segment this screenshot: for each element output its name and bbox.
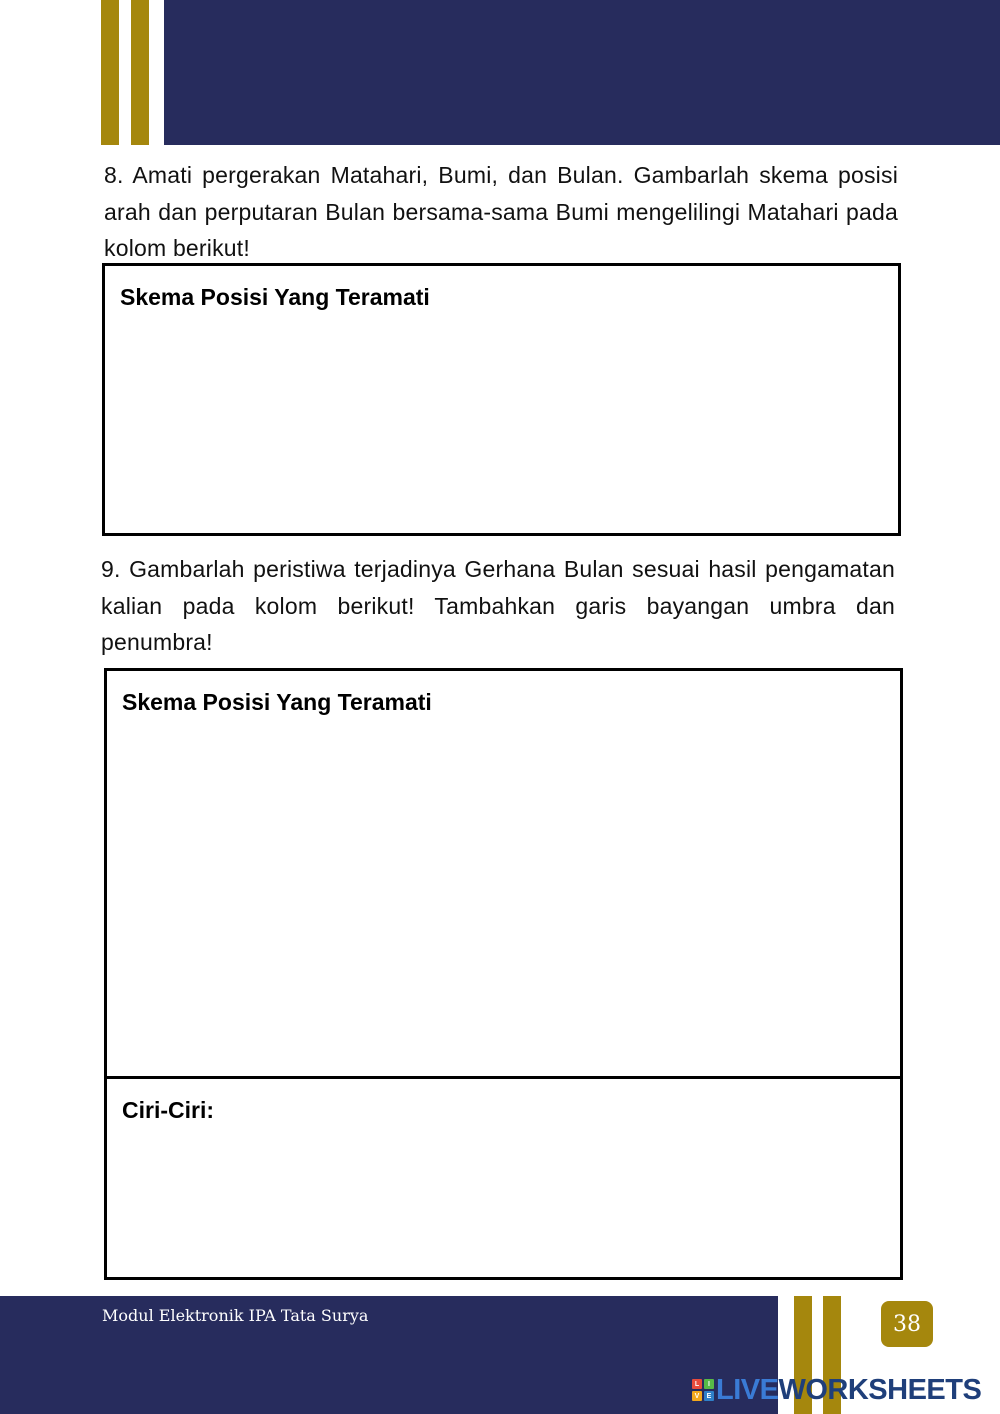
watermark-text-prefix: LIVE: [716, 1373, 779, 1406]
logo-cell: L: [692, 1379, 702, 1389]
question-8-box-title: Skema Posisi Yang Teramati: [120, 284, 430, 310]
header-band: [164, 0, 1000, 145]
logo-cell: V: [692, 1391, 702, 1401]
question-9-answer-box[interactable]: [104, 668, 903, 1280]
header-gold-stripe-right: [131, 0, 149, 145]
box-divider: [107, 1076, 900, 1079]
question-8-answer-box[interactable]: [102, 263, 901, 536]
question-9-box-title: Skema Posisi Yang Teramati: [122, 689, 432, 715]
logo-cell: I: [704, 1379, 714, 1389]
liveworksheets-logo-icon: [692, 1379, 714, 1401]
question-8-text: 8. Amati pergerakan Matahari, Bumi, dan Bulan. Gambarlah skema posisi arah dan perputaran Bulan bersama-sama Bumi mengelilingi Matahari pada kolom berikut!: [104, 162, 898, 261]
module-title: Modul Elektronik IPA Tata Surya: [102, 1306, 369, 1325]
header-gold-stripe-left: [101, 0, 119, 145]
watermark-text-suffix: WORKSHEETS: [778, 1373, 982, 1406]
liveworksheets-logo: [692, 1372, 981, 1408]
page-number-badge: 38: [881, 1301, 933, 1347]
logo-cell: E: [704, 1391, 714, 1401]
ciri-ciri-title: Ciri-Ciri:: [122, 1097, 214, 1123]
question-9-text: 9. Gambarlah peristiwa terjadinya Gerhana Bulan sesuai hasil pengamatan kalian pada kolom berikut! Tambahkan garis bayangan umbra dan penumbra!: [101, 556, 895, 655]
